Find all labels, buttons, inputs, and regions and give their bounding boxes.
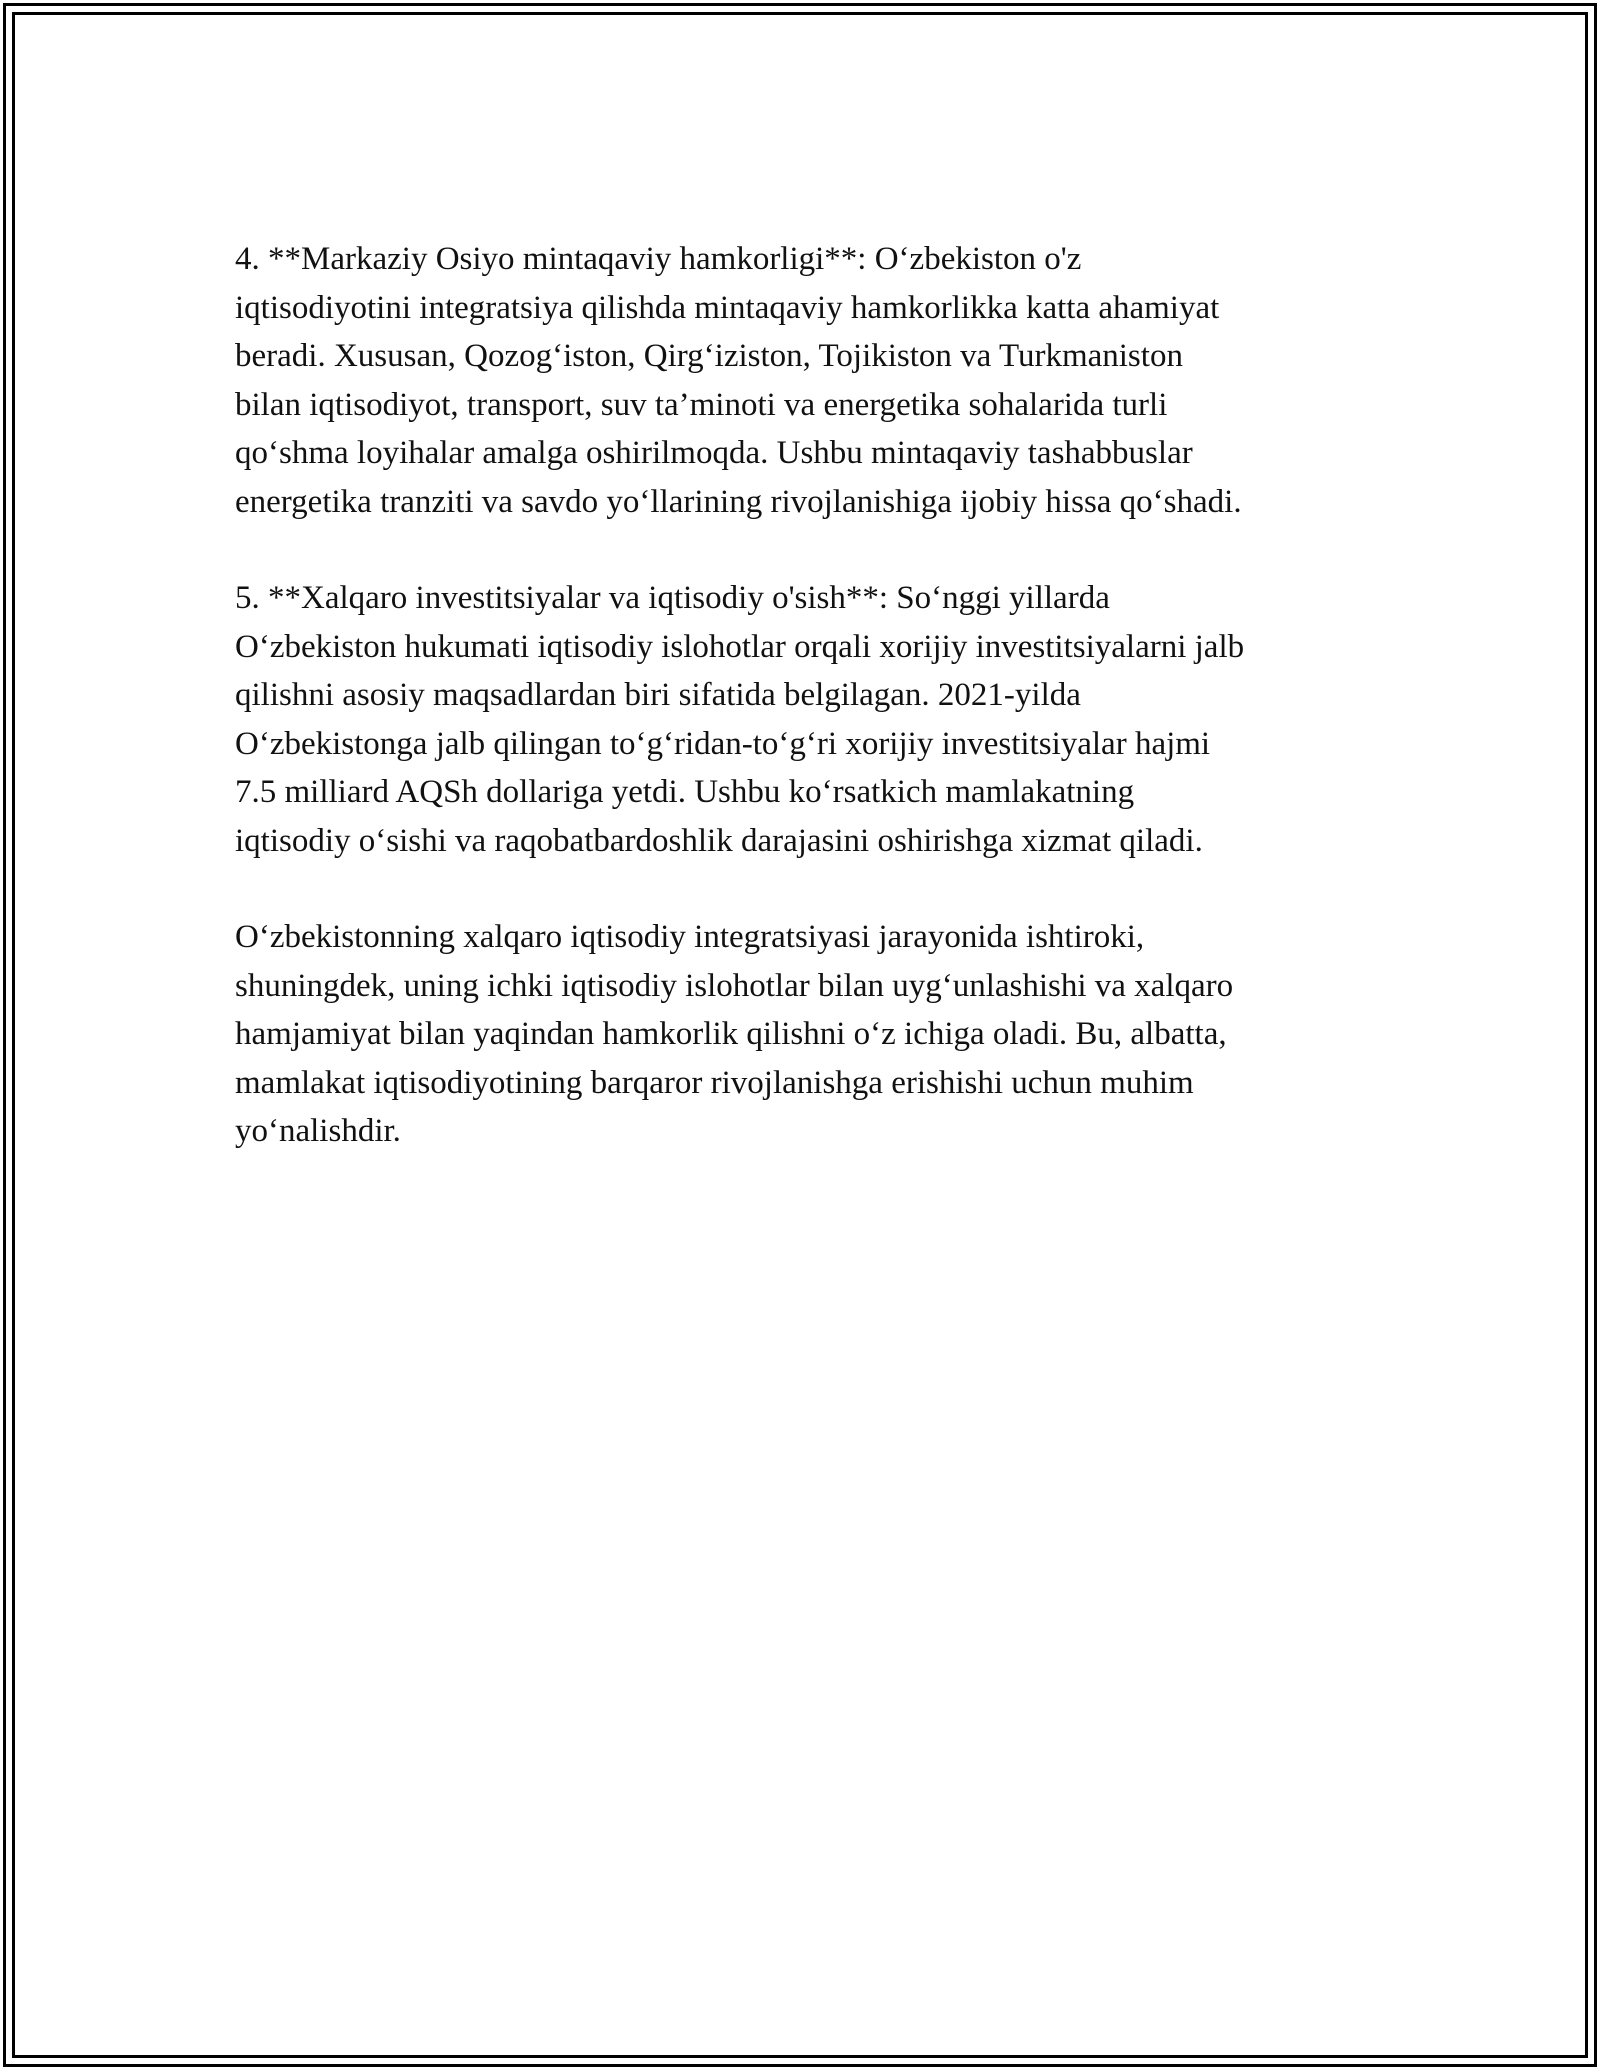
paragraph-regional-cooperation: 4. **Markaziy Osiyo mintaqaviy hamkorligi**: O‘zbekiston o'z iqtisodiyotini integratsiya qilishda mintaqaviy hamkorlikka katta ahamiyat beradi. Xususan, Qozog‘iston, Qirg‘iziston, Tojikiston va Turkmaniston bilan iqtisodiyot, transport, suv ta’minoti va energetika sohalarida turli qo‘shma loyihalar amalga oshirilmoqda. Ushbu mintaqaviy tashabbuslar energetika tranziti va savdo yo‘llarining rivojlanishiga ijobiy hissa qo‘shadi. bbox=[235, 241, 1242, 520]
paragraph-international-investment: 5. **Xalqaro investitsiyalar va iqtisodiy o'sish**: So‘nggi yillarda O‘zbekiston hukumati iqtisodiy islohotlar orqali xorijiy investitsiyalarni jalb qilishni asosiy maqsadlardan biri sifatida belgilagan. 2021-yilda O‘zbekistonga jalb qilingan to‘g‘ridan-to‘g‘ri xorijiy investitsiyalar hajmi 7.5 milliard AQSh dollariga yetdi. Ushbu ko‘rsatkich mamlakatning iqtisodiy o‘sishi va raqobatbardoshlik darajasini oshirishga xizmat qiladi. bbox=[235, 580, 1245, 859]
paragraph-conclusion: O‘zbekistonning xalqaro iqtisodiy integratsiyasi jarayonida ishtiroki, shuningdek, uning ichki iqtisodiy islohotlar bilan uyg‘unlashishi va xalqaro hamjamiyat bilan yaqindan hamkorlik qilishni o‘z ichiga oladi. Bu, albatta, mamlakat iqtisodiyotining barqaror rivojlanishga erishishi uchun muhim yo‘nalishdir. bbox=[235, 919, 1234, 1149]
document-body bbox=[235, 235, 1375, 1204]
